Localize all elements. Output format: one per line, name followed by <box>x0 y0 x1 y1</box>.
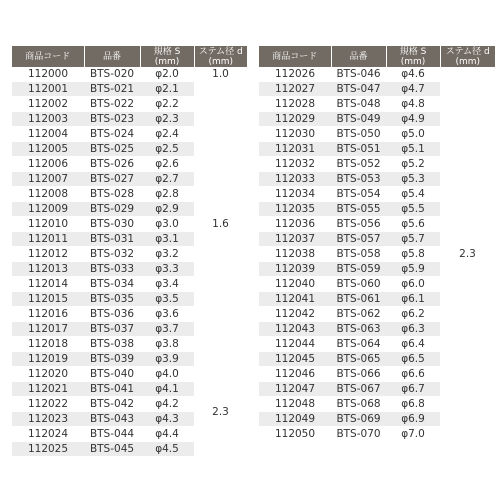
cell-code: 112045 <box>259 352 331 367</box>
cell-spec: φ4.5 <box>140 442 194 457</box>
stem-header-label: ステム径 d <box>198 46 243 57</box>
stem-header-unit: (mm) <box>208 56 234 67</box>
cell-part: BTS-054 <box>331 187 386 202</box>
cell-code: 112030 <box>259 127 331 142</box>
cell-spec: φ2.2 <box>140 97 194 112</box>
cell-part: BTS-031 <box>84 232 140 247</box>
cell-part: BTS-037 <box>84 322 140 337</box>
cell-code: 112022 <box>12 397 84 412</box>
stem-header-label: ステム径 d <box>445 46 490 57</box>
cell-code: 112000 <box>12 67 84 82</box>
cell-code: 112044 <box>259 337 331 352</box>
cell-part: BTS-059 <box>331 262 386 277</box>
cell-code: 112034 <box>259 187 331 202</box>
cell-spec: φ5.8 <box>386 247 440 262</box>
cell-code: 112037 <box>259 232 331 247</box>
col-header-stem <box>440 46 495 67</box>
cell-spec: φ3.4 <box>140 277 194 292</box>
cell-code: 112014 <box>12 277 84 292</box>
cell-part: BTS-027 <box>84 172 140 187</box>
cell-spec: φ3.7 <box>140 322 194 337</box>
cell-spec: φ2.3 <box>140 112 194 127</box>
cell-spec: φ6.8 <box>386 397 440 412</box>
cell-code: 112020 <box>12 367 84 382</box>
cell-part: BTS-035 <box>84 292 140 307</box>
col-header-code: 商品コード <box>12 46 84 67</box>
cell-part: BTS-057 <box>331 232 386 247</box>
cell-code: 112027 <box>259 82 331 97</box>
cell-spec: φ2.6 <box>140 157 194 172</box>
cell-spec: φ5.4 <box>386 187 440 202</box>
spec-header-label: 規格 S <box>153 46 181 57</box>
cell-spec: φ3.6 <box>140 307 194 322</box>
cell-part: BTS-050 <box>331 127 386 142</box>
cell-part: BTS-046 <box>331 67 386 82</box>
table-row <box>12 82 247 97</box>
cell-stem: 1.0 <box>194 67 247 82</box>
col-header-spec <box>386 46 440 67</box>
cell-code: 112041 <box>259 292 331 307</box>
cell-spec: φ6.3 <box>386 322 440 337</box>
cell-code: 112019 <box>12 352 84 367</box>
table-row <box>12 367 247 382</box>
cell-stem: 2.3 <box>440 67 495 442</box>
cell-spec: φ4.6 <box>386 67 440 82</box>
cell-spec: φ4.9 <box>386 112 440 127</box>
cell-spec: φ3.3 <box>140 262 194 277</box>
cell-spec: φ5.1 <box>386 142 440 157</box>
cell-spec: φ3.2 <box>140 247 194 262</box>
spec-header-unit: (mm) <box>400 56 426 67</box>
cell-part: BTS-025 <box>84 142 140 157</box>
col-header-part: 品番 <box>331 46 386 67</box>
cell-code: 112025 <box>12 442 84 457</box>
cell-spec: φ6.6 <box>386 367 440 382</box>
col-header-stem <box>194 46 247 67</box>
cell-code: 112043 <box>259 322 331 337</box>
cell-code: 112038 <box>259 247 331 262</box>
cell-code: 112035 <box>259 202 331 217</box>
cell-part: BTS-034 <box>84 277 140 292</box>
cell-part: BTS-020 <box>84 67 140 82</box>
cell-part: BTS-032 <box>84 247 140 262</box>
cell-code: 112036 <box>259 217 331 232</box>
spec-table-right <box>259 46 495 442</box>
cell-code: 112017 <box>12 322 84 337</box>
cell-spec: φ4.7 <box>386 82 440 97</box>
cell-spec: φ3.5 <box>140 292 194 307</box>
cell-part: BTS-044 <box>84 427 140 442</box>
table-row <box>12 67 247 82</box>
cell-part: BTS-022 <box>84 97 140 112</box>
cell-part: BTS-049 <box>331 112 386 127</box>
cell-code: 112001 <box>12 82 84 97</box>
cell-part: BTS-052 <box>331 157 386 172</box>
cell-code: 112007 <box>12 172 84 187</box>
cell-code: 112047 <box>259 382 331 397</box>
cell-code: 112042 <box>259 307 331 322</box>
cell-code: 112028 <box>259 97 331 112</box>
cell-code: 112016 <box>12 307 84 322</box>
cell-spec: φ4.4 <box>140 427 194 442</box>
cell-part: BTS-064 <box>331 337 386 352</box>
cell-part: BTS-041 <box>84 382 140 397</box>
cell-code: 112048 <box>259 397 331 412</box>
cell-code: 112050 <box>259 427 331 442</box>
cell-part: BTS-053 <box>331 172 386 187</box>
cell-spec: φ4.8 <box>386 97 440 112</box>
spec-header-unit: (mm) <box>154 56 180 67</box>
cell-spec: φ6.4 <box>386 337 440 352</box>
cell-part: BTS-060 <box>331 277 386 292</box>
cell-code: 112040 <box>259 277 331 292</box>
cell-code: 112031 <box>259 142 331 157</box>
cell-spec: φ5.6 <box>386 217 440 232</box>
cell-code: 112010 <box>12 217 84 232</box>
cell-part: BTS-042 <box>84 397 140 412</box>
cell-spec: φ6.9 <box>386 412 440 427</box>
cell-spec: φ2.5 <box>140 142 194 157</box>
cell-part: BTS-068 <box>331 397 386 412</box>
table-header-row <box>12 46 247 67</box>
table-row <box>259 67 495 82</box>
cell-spec: φ2.0 <box>140 67 194 82</box>
cell-code: 112049 <box>259 412 331 427</box>
cell-spec: φ2.9 <box>140 202 194 217</box>
cell-code: 112029 <box>259 112 331 127</box>
cell-part: BTS-038 <box>84 337 140 352</box>
cell-spec: φ5.5 <box>386 202 440 217</box>
cell-spec: φ6.1 <box>386 292 440 307</box>
cell-code: 112023 <box>12 412 84 427</box>
cell-code: 112003 <box>12 112 84 127</box>
cell-code: 112026 <box>259 67 331 82</box>
stem-header-unit: (mm) <box>455 56 481 67</box>
cell-code: 112005 <box>12 142 84 157</box>
cell-spec: φ3.9 <box>140 352 194 367</box>
spec-header-label: 規格 S <box>399 46 427 57</box>
cell-code: 112024 <box>12 427 84 442</box>
cell-code: 112012 <box>12 247 84 262</box>
cell-code: 112021 <box>12 382 84 397</box>
spec-table-left <box>12 46 247 457</box>
cell-spec: φ5.9 <box>386 262 440 277</box>
cell-code: 112015 <box>12 292 84 307</box>
cell-spec: φ2.8 <box>140 187 194 202</box>
cell-part: BTS-051 <box>331 142 386 157</box>
col-header-code: 商品コード <box>259 46 331 67</box>
cell-part: BTS-048 <box>331 97 386 112</box>
cell-spec: φ6.7 <box>386 382 440 397</box>
cell-part: BTS-040 <box>84 367 140 382</box>
cell-part: BTS-065 <box>331 352 386 367</box>
cell-spec: φ6.2 <box>386 307 440 322</box>
cell-spec: φ2.7 <box>140 172 194 187</box>
cell-code: 112009 <box>12 202 84 217</box>
cell-code: 112013 <box>12 262 84 277</box>
cell-part: BTS-028 <box>84 187 140 202</box>
cell-code: 112004 <box>12 127 84 142</box>
cell-code: 112033 <box>259 172 331 187</box>
col-header-spec <box>140 46 194 67</box>
cell-part: BTS-043 <box>84 412 140 427</box>
cell-stem: 2.3 <box>194 367 247 457</box>
cell-part: BTS-039 <box>84 352 140 367</box>
cell-code: 112039 <box>259 262 331 277</box>
cell-code: 112011 <box>12 232 84 247</box>
cell-part: BTS-058 <box>331 247 386 262</box>
cell-code: 112046 <box>259 367 331 382</box>
cell-spec: φ5.2 <box>386 157 440 172</box>
cell-spec: φ5.7 <box>386 232 440 247</box>
cell-part: BTS-021 <box>84 82 140 97</box>
cell-spec: φ2.4 <box>140 127 194 142</box>
cell-spec: φ7.0 <box>386 427 440 442</box>
cell-spec: φ5.0 <box>386 127 440 142</box>
cell-spec: φ2.1 <box>140 82 194 97</box>
cell-part: BTS-030 <box>84 217 140 232</box>
cell-spec: φ4.3 <box>140 412 194 427</box>
cell-part: BTS-047 <box>331 82 386 97</box>
cell-part: BTS-045 <box>84 442 140 457</box>
cell-code: 112032 <box>259 157 331 172</box>
cell-part: BTS-036 <box>84 307 140 322</box>
cell-part: BTS-033 <box>84 262 140 277</box>
cell-part: BTS-024 <box>84 127 140 142</box>
cell-spec: φ4.1 <box>140 382 194 397</box>
cell-part: BTS-061 <box>331 292 386 307</box>
cell-spec: φ6.0 <box>386 277 440 292</box>
cell-part: BTS-067 <box>331 382 386 397</box>
cell-code: 112002 <box>12 97 84 112</box>
cell-part: BTS-026 <box>84 157 140 172</box>
cell-part: BTS-066 <box>331 367 386 382</box>
cell-spec: φ3.0 <box>140 217 194 232</box>
cell-code: 112018 <box>12 337 84 352</box>
cell-code: 112008 <box>12 187 84 202</box>
cell-spec: φ4.2 <box>140 397 194 412</box>
cell-part: BTS-063 <box>331 322 386 337</box>
table-header-row <box>259 46 495 67</box>
cell-part: BTS-062 <box>331 307 386 322</box>
cell-part: BTS-055 <box>331 202 386 217</box>
col-header-part: 品番 <box>84 46 140 67</box>
cell-stem: 1.6 <box>194 82 247 367</box>
cell-code: 112006 <box>12 157 84 172</box>
cell-spec: φ5.3 <box>386 172 440 187</box>
cell-part: BTS-029 <box>84 202 140 217</box>
cell-spec: φ4.0 <box>140 367 194 382</box>
cell-part: BTS-069 <box>331 412 386 427</box>
cell-part: BTS-023 <box>84 112 140 127</box>
cell-spec: φ3.1 <box>140 232 194 247</box>
cell-spec: φ3.8 <box>140 337 194 352</box>
cell-part: BTS-056 <box>331 217 386 232</box>
cell-spec: φ6.5 <box>386 352 440 367</box>
cell-part: BTS-070 <box>331 427 386 442</box>
